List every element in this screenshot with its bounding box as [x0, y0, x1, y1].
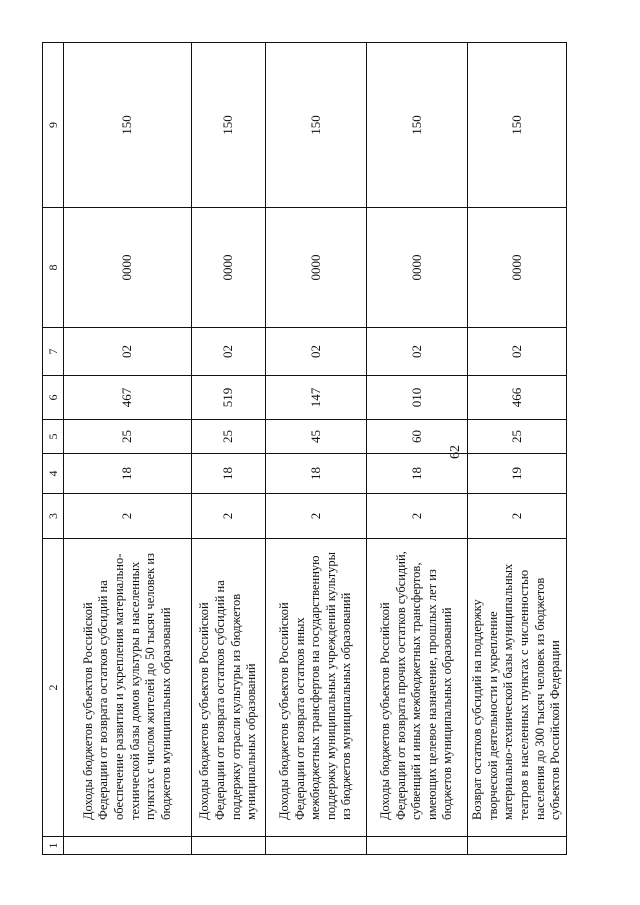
col-header-1: 1 — [43, 837, 64, 855]
code-cell: 0000 — [468, 208, 567, 328]
table-row — [367, 43, 468, 855]
code-cell: 150 — [468, 43, 567, 208]
code-cell: 25 — [192, 420, 266, 454]
col-header-4: 4 — [43, 454, 64, 494]
code-cell: 147 — [266, 376, 367, 420]
code-cell: 02 — [468, 328, 567, 376]
row-number-cell — [192, 837, 266, 855]
table-row — [192, 43, 266, 855]
code-cell: 60 — [367, 420, 468, 454]
table-row — [266, 43, 367, 855]
code-cell: 2 — [367, 494, 468, 539]
code-cell: 02 — [367, 328, 468, 376]
code-cell: 150 — [367, 43, 468, 208]
code-cell: 18 — [266, 454, 367, 494]
description-cell: Доходы бюджетов субъектов Российской Федерации от возврата остатков субсидий на поддержку отрасли культуры из бюджетов муниципальных образований — [192, 539, 266, 837]
col-header-9: 9 — [43, 43, 64, 208]
description-cell: Доходы бюджетов субъектов Российской Федерации от возврата остатков иных межбюджетных трансфертов на государственную поддержку муниципальных учреждений культуры из бюджетов муниципальных образований — [266, 539, 367, 837]
budget-classification-table — [42, 42, 567, 855]
code-cell: 519 — [192, 376, 266, 420]
code-cell: 2 — [468, 494, 567, 539]
col-header-7: 7 — [43, 328, 64, 376]
description-cell: Доходы бюджетов субъектов Российской Федерации от возврата остатков субсидий на обеспечение развития и укрепления материально-технической базы домов культуры в населенных пунктах с числом жителей до 50 тысяч человек из бюджетов муниципальных образований — [64, 539, 192, 837]
header-row — [43, 43, 64, 855]
code-cell: 0000 — [367, 208, 468, 328]
code-cell: 0000 — [64, 208, 192, 328]
code-cell: 0000 — [192, 208, 266, 328]
table-row — [64, 43, 192, 855]
row-number-cell — [266, 837, 367, 855]
code-cell: 467 — [64, 376, 192, 420]
code-cell: 18 — [192, 454, 266, 494]
description-cell: Возврат остатков субсидий на поддержку творческой деятельности и укрепление материально-технической базы муниципальных театров в населенных пунктах с численностью населения до 300 тысяч человек из бюджетов субъектов Российской Федерации — [468, 539, 567, 837]
code-cell: 18 — [64, 454, 192, 494]
code-cell: 010 — [367, 376, 468, 420]
description-cell: Доходы бюджетов субъектов Российской Федерации от возврата прочих остатков субсидий, субвенций и иных межбюджетных трансфертов, имеющих целевое назначение, прошлых лет из бюджетов муниципальных образований — [367, 539, 468, 837]
table-row — [468, 43, 567, 855]
code-cell: 2 — [64, 494, 192, 539]
col-header-6: 6 — [43, 376, 64, 420]
col-header-3: 3 — [43, 494, 64, 539]
code-cell: 2 — [192, 494, 266, 539]
row-number-cell — [64, 837, 192, 855]
code-cell: 19 — [468, 454, 567, 494]
col-header-2: 2 — [43, 539, 64, 837]
code-cell: 25 — [64, 420, 192, 454]
budget-table-container — [42, 43, 563, 855]
code-cell: 45 — [266, 420, 367, 454]
col-header-5: 5 — [43, 420, 64, 454]
code-cell: 18 — [367, 454, 468, 494]
code-cell: 466 — [468, 376, 567, 420]
col-header-8: 8 — [43, 208, 64, 328]
code-cell: 02 — [64, 328, 192, 376]
code-cell: 02 — [192, 328, 266, 376]
code-cell: 2 — [266, 494, 367, 539]
row-number-cell — [367, 837, 468, 855]
code-cell: 150 — [266, 43, 367, 208]
code-cell: 150 — [192, 43, 266, 208]
code-cell: 25 — [468, 420, 567, 454]
row-number-cell — [468, 837, 567, 855]
page-number: 62 — [448, 445, 463, 459]
code-cell: 02 — [266, 328, 367, 376]
code-cell: 150 — [64, 43, 192, 208]
code-cell: 0000 — [266, 208, 367, 328]
